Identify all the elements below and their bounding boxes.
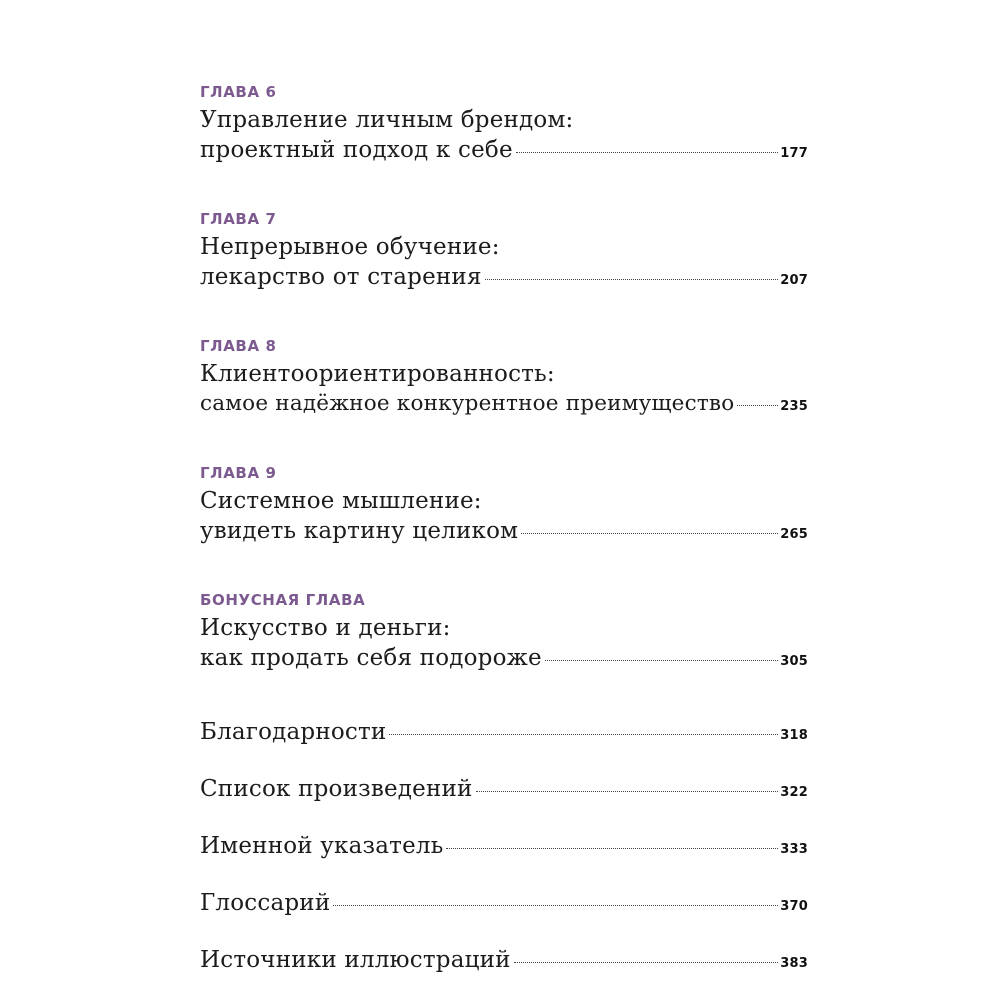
toc-acknowledgements[interactable]	[200, 707, 808, 764]
entry-title: Благодарности	[200, 719, 387, 745]
dot-leader	[521, 532, 778, 534]
page-number: 370	[780, 899, 808, 914]
chapter-title-line-1: Искусство и деньги:	[200, 615, 451, 641]
chapter-title-line-2-row	[200, 389, 808, 419]
page-number: 318	[780, 728, 808, 743]
entry-title: Список произведений	[200, 776, 473, 802]
dot-leader	[389, 733, 778, 735]
page-number: 333	[780, 842, 808, 857]
toc-illustration-sources[interactable]	[200, 935, 808, 992]
toc-bonus-chapter[interactable]	[200, 587, 808, 707]
toc-entry-row	[200, 888, 808, 918]
chapter-title-line-2: проектный подход к себе	[200, 137, 513, 163]
chapter-title-line-2-row	[200, 135, 808, 165]
chapter-title-line-2: самое надёжное конкурентное преимущество	[200, 391, 735, 416]
chapter-label: ГЛАВА 8	[200, 337, 277, 355]
chapter-title-line-1: Клиентоориентированность:	[200, 361, 555, 387]
entry-title: Источники иллюстраций	[200, 947, 511, 973]
toc-chapter-8[interactable]	[200, 333, 808, 453]
table-of-contents	[200, 72, 808, 992]
toc-name-index[interactable]	[200, 821, 808, 878]
toc-entry-row	[200, 831, 808, 861]
page-number: 207	[780, 273, 808, 288]
chapter-title-line-1: Управление личным брендом:	[200, 107, 574, 133]
toc-entry-row	[200, 774, 808, 804]
chapter-label: ГЛАВА 7	[200, 210, 277, 228]
toc-glossary[interactable]	[200, 878, 808, 935]
chapter-title-line-1: Непрерывное обучение:	[200, 234, 500, 260]
dot-leader	[476, 790, 779, 792]
page-number: 383	[780, 956, 808, 971]
entry-title: Именной указатель	[200, 833, 444, 859]
toc-chapter-7[interactable]	[200, 206, 808, 326]
chapter-title-line-1: Системное мышление:	[200, 488, 482, 514]
entry-title: Глоссарий	[200, 890, 331, 916]
page-number: 177	[780, 146, 808, 161]
dot-leader	[485, 278, 779, 280]
chapter-title-line-2: как продать себя подороже	[200, 645, 542, 671]
page-number: 305	[780, 654, 808, 669]
toc-entry-row	[200, 717, 808, 747]
chapter-title-line-2: увидеть картину целиком	[200, 518, 519, 544]
chapter-title-line-2-row	[200, 262, 808, 292]
dot-leader	[514, 961, 779, 963]
chapter-title-line-2-row	[200, 516, 808, 546]
chapter-label: ГЛАВА 9	[200, 464, 277, 482]
dot-leader	[333, 904, 778, 906]
page-number: 235	[780, 399, 808, 414]
chapter-label: ГЛАВА 6	[200, 83, 277, 101]
dot-leader	[446, 847, 778, 849]
chapter-title-line-2-row	[200, 643, 808, 673]
chapter-label: БОНУСНАЯ ГЛАВА	[200, 591, 366, 609]
toc-chapter-6[interactable]	[200, 79, 808, 199]
toc-chapter-9[interactable]	[200, 460, 808, 580]
dot-leader	[545, 659, 778, 661]
dot-leader	[737, 404, 778, 406]
toc-entry-row	[200, 945, 808, 975]
page-number: 265	[780, 527, 808, 542]
page-number: 322	[780, 785, 808, 800]
chapter-title-line-2: лекарство от старения	[200, 264, 482, 290]
dot-leader	[516, 151, 778, 153]
toc-list-of-works[interactable]	[200, 764, 808, 821]
